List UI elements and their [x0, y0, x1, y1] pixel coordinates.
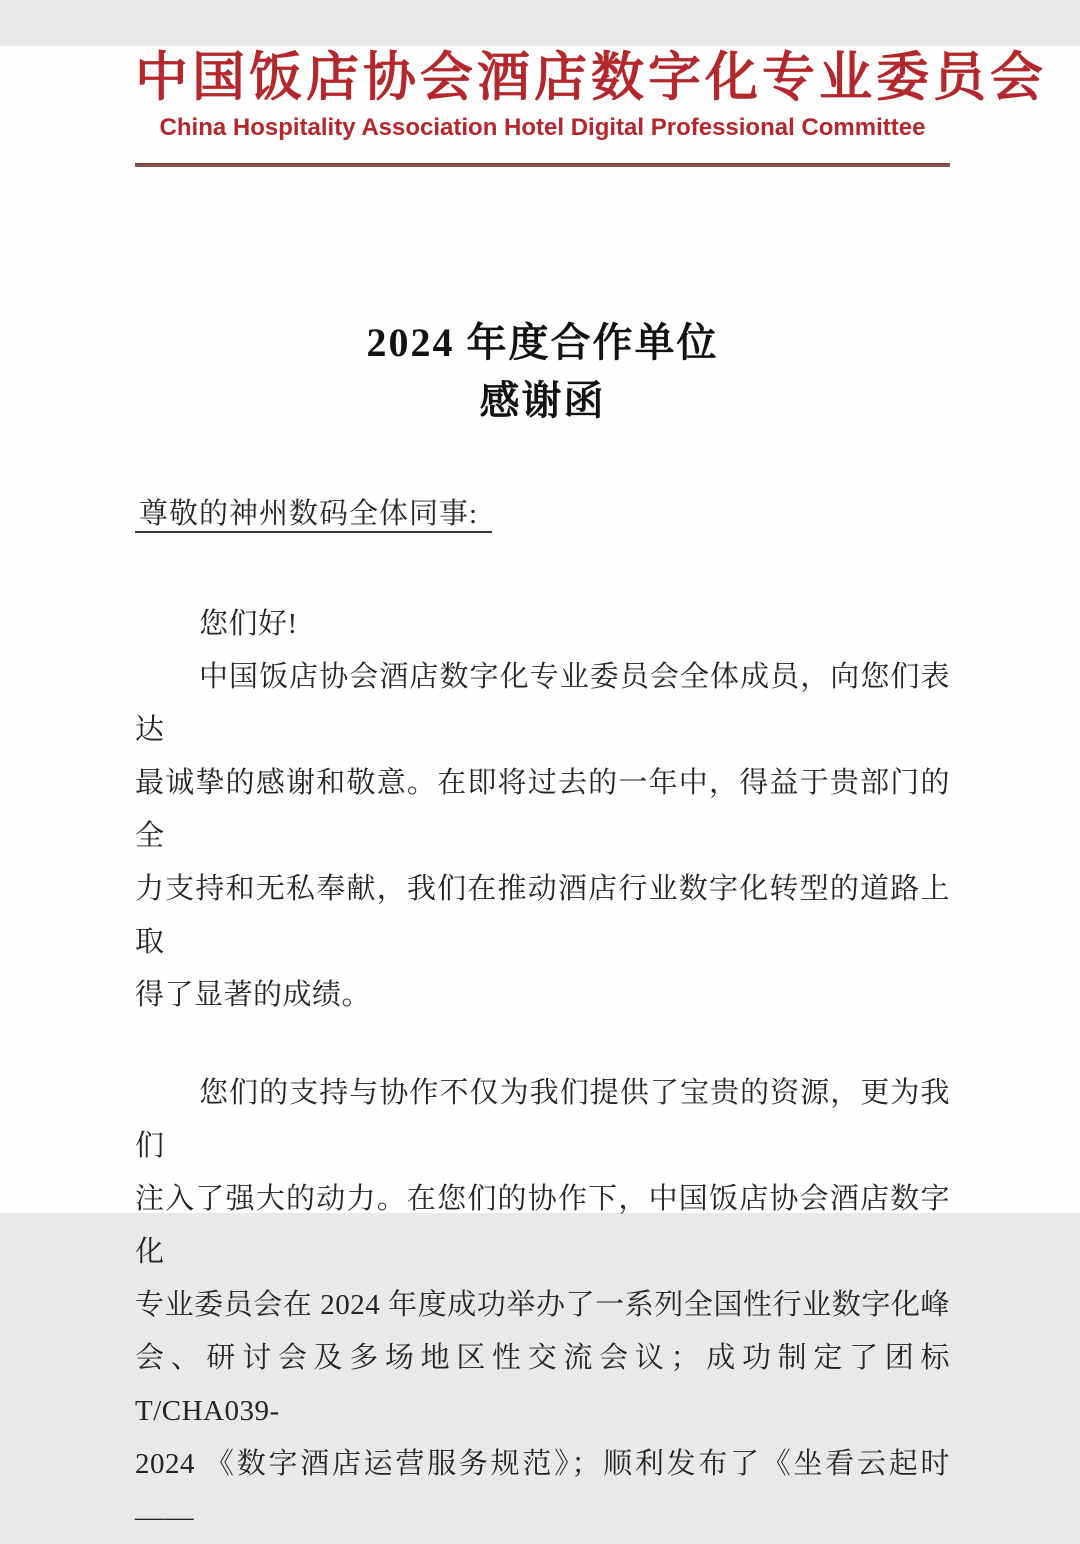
letterhead	[135, 46, 1047, 167]
paragraph-2-line: 会、研讨会及多场地区性交流会议；成功制定了团标 T/CHA039-	[135, 1342, 950, 1427]
paragraph-2-line: 您们的支持与协作不仅为我们提供了宝贵的资源，更为我们	[135, 1077, 950, 1162]
paragraph-2-line: 注入了强大的动力。在您们的协作下，中国饭店协会酒店数字化	[135, 1183, 950, 1268]
letter-body	[135, 598, 950, 1544]
paragraph-2-line: 专业委员会在 2024 年度成功举办了一系列全国性行业数字化峰	[135, 1289, 950, 1321]
paragraph-1	[135, 651, 950, 1022]
paragraph-1-line: 得了显著的成绩。	[135, 979, 372, 1011]
paragraph-2-line: 2024 《数字酒店运营服务规范》；顺利发布了《坐看云起时——	[135, 1448, 950, 1533]
letterhead-divider-rule	[135, 163, 950, 167]
paragraph-2	[135, 1067, 950, 1544]
paragraph-1-line: 最诚挚的感谢和敬意。在即将过去的一年中，得益于贵部门的全	[135, 767, 950, 852]
paragraph-spacer	[135, 1022, 950, 1067]
letter-page	[0, 46, 1080, 1533]
letter-title-line2: 感谢函	[479, 378, 606, 423]
greeting-line: 您们好!	[199, 608, 298, 640]
salutation-row	[135, 499, 950, 533]
paragraph-1-line: 力支持和无私奉献，我们在推动酒店行业数字化转型的道路上取	[135, 873, 950, 958]
organization-name-chinese: 中国饭店协会酒店数字化专业委员会	[135, 49, 1047, 107]
salutation: 尊敬的神州数码全体同事:	[135, 499, 492, 533]
paragraph-1-line: 中国饭店协会酒店数字化专业委员会全体成员，向您们表达	[135, 661, 950, 746]
organization-name-english: China Hospitality Association Hotel Digital Professional Committee	[159, 114, 926, 141]
letter-title-line1: 2024 年度合作单位	[366, 320, 719, 365]
letter-title	[135, 314, 950, 430]
